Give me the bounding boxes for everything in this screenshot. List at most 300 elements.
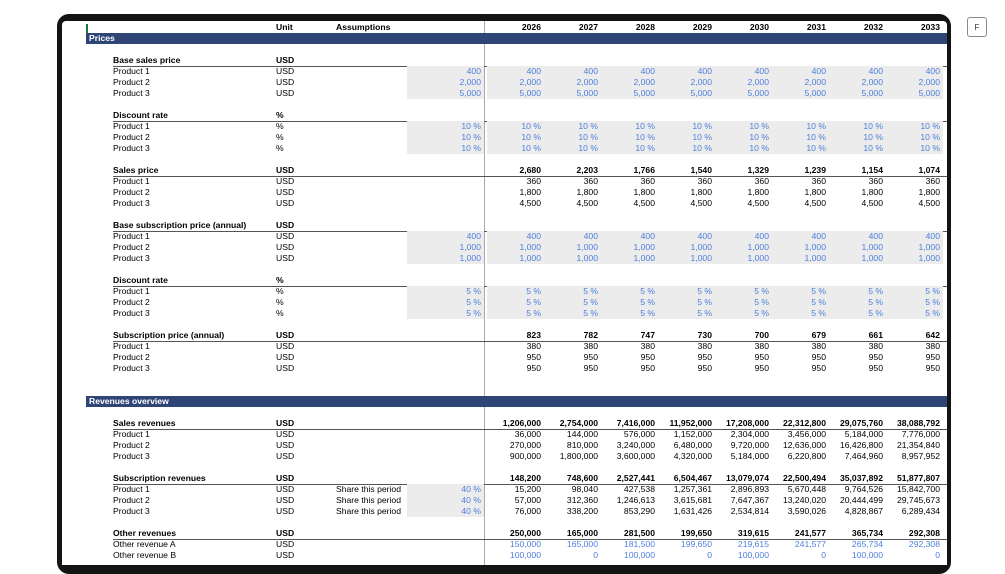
- value-cell: 1,152,000: [673, 429, 712, 439]
- block-total: 1,206,000: [502, 418, 541, 428]
- value-cell[interactable]: 10 %: [920, 132, 940, 142]
- value-cell[interactable]: 400: [754, 66, 769, 76]
- block-total: 1,154: [861, 165, 883, 175]
- value-cell[interactable]: 400: [811, 231, 826, 241]
- row-unit: USD: [276, 341, 295, 351]
- value-cell: 29,745,673: [896, 495, 940, 505]
- value-cell: 380: [868, 341, 883, 351]
- value-cell: 15,842,700: [896, 484, 940, 494]
- block-unit: %: [276, 110, 284, 120]
- value-cell[interactable]: 10 %: [920, 143, 940, 153]
- row-assumption: Share this period: [336, 484, 401, 494]
- value-cell: 7,776,000: [901, 429, 940, 439]
- value-cell: 5,184,000: [730, 451, 769, 461]
- value-cell[interactable]: 400: [925, 231, 940, 241]
- value-cell: 360: [868, 176, 883, 186]
- value-cell: 3,615,681: [673, 495, 712, 505]
- assumption-input[interactable]: 5 %: [466, 286, 481, 296]
- value-cell[interactable]: 5 %: [697, 297, 712, 307]
- row-unit: USD: [276, 231, 295, 241]
- value-cell[interactable]: 5 %: [925, 286, 940, 296]
- spreadsheet-grid[interactable]: [62, 21, 947, 565]
- block-unit: USD: [276, 528, 295, 538]
- value-cell: 1,800: [519, 187, 541, 197]
- value-cell: 810,000: [566, 440, 598, 450]
- row-unit: USD: [276, 88, 295, 98]
- value-cell[interactable]: 5 %: [697, 308, 712, 318]
- row-label: Product 1: [113, 286, 150, 296]
- value-cell: 1,800: [690, 187, 712, 197]
- section-band-1: Revenues overview: [86, 396, 947, 407]
- value-cell: 15,200: [514, 484, 541, 494]
- block-title: Base subscription price (annual): [113, 220, 247, 230]
- assumption-input[interactable]: 2,000: [459, 77, 481, 87]
- value-cell[interactable]: 5 %: [583, 297, 598, 307]
- value-cell[interactable]: 1,000: [519, 253, 541, 263]
- block-title: Discount rate: [113, 275, 168, 285]
- value-cell[interactable]: 10 %: [749, 143, 769, 153]
- row-unit: USD: [276, 495, 295, 505]
- value-cell: 98,040: [571, 484, 598, 494]
- value-cell[interactable]: 150,000: [509, 539, 541, 549]
- value-cell[interactable]: 5 %: [754, 297, 769, 307]
- assumption-input[interactable]: 40 %: [461, 506, 481, 516]
- block-total: 2,754,000: [559, 418, 598, 428]
- value-cell: 380: [697, 341, 712, 351]
- value-cell[interactable]: 1,000: [690, 253, 712, 263]
- value-cell[interactable]: 0: [593, 550, 598, 560]
- row-unit: %: [276, 121, 284, 131]
- value-cell: 360: [526, 176, 541, 186]
- value-cell[interactable]: 2,000: [576, 77, 598, 87]
- row-unit: USD: [276, 440, 295, 450]
- block-total: 281,500: [623, 528, 655, 538]
- value-cell: 950: [754, 352, 769, 362]
- value-cell[interactable]: 400: [811, 66, 826, 76]
- block-unit: USD: [276, 473, 295, 483]
- value-cell[interactable]: 5 %: [811, 308, 826, 318]
- value-cell[interactable]: 400: [583, 66, 598, 76]
- value-cell[interactable]: 5,000: [633, 88, 655, 98]
- value-cell[interactable]: 5,000: [519, 88, 541, 98]
- row-unit: USD: [276, 242, 295, 252]
- value-cell[interactable]: 5 %: [697, 286, 712, 296]
- value-cell: 900,000: [509, 451, 541, 461]
- block-unit: USD: [276, 165, 295, 175]
- value-cell[interactable]: 2,000: [804, 77, 826, 87]
- value-cell[interactable]: 100,000: [509, 550, 541, 560]
- value-cell[interactable]: 10 %: [578, 143, 598, 153]
- value-cell[interactable]: 1,000: [576, 253, 598, 263]
- year-header-2030: 2030: [749, 22, 769, 32]
- value-cell: 4,500: [633, 198, 655, 208]
- value-cell[interactable]: 0: [935, 550, 940, 560]
- value-cell[interactable]: 10 %: [863, 143, 883, 153]
- block-total: 22,500,494: [782, 473, 826, 483]
- value-cell[interactable]: 265,734: [851, 539, 883, 549]
- value-cell[interactable]: 5 %: [811, 297, 826, 307]
- value-cell[interactable]: 5 %: [754, 308, 769, 318]
- value-cell: 270,000: [509, 440, 541, 450]
- value-cell[interactable]: 181,500: [623, 539, 655, 549]
- value-cell[interactable]: 10 %: [521, 132, 541, 142]
- value-cell[interactable]: 10 %: [749, 121, 769, 131]
- value-cell[interactable]: 10 %: [578, 132, 598, 142]
- block-unit: %: [276, 275, 284, 285]
- value-cell[interactable]: 10 %: [863, 132, 883, 142]
- value-cell[interactable]: 2,000: [861, 77, 883, 87]
- value-cell: 4,500: [690, 198, 712, 208]
- row-label: Product 3: [113, 88, 150, 98]
- value-cell: 12,636,000: [782, 440, 826, 450]
- block-total: 199,650: [680, 528, 712, 538]
- block-total: 679: [811, 330, 826, 340]
- section-band-0: Prices: [86, 33, 947, 44]
- block-total: 2,680: [519, 165, 541, 175]
- block-total: 748,600: [566, 473, 598, 483]
- value-cell: 950: [925, 352, 940, 362]
- value-cell: 5,184,000: [844, 429, 883, 439]
- row-unit: USD: [276, 451, 295, 461]
- value-cell[interactable]: 165,000: [566, 539, 598, 549]
- value-cell: 76,000: [514, 506, 541, 516]
- value-cell[interactable]: 10 %: [920, 121, 940, 131]
- assumption-input[interactable]: 40 %: [461, 484, 481, 494]
- row-unit: %: [276, 286, 284, 296]
- value-cell: 1,800: [576, 187, 598, 197]
- value-cell[interactable]: 1,000: [576, 242, 598, 252]
- block-total: 292,308: [908, 528, 940, 538]
- value-cell[interactable]: 400: [697, 231, 712, 241]
- value-cell[interactable]: 10 %: [578, 121, 598, 131]
- value-cell: 950: [526, 352, 541, 362]
- row-unit: USD: [276, 176, 295, 186]
- value-cell: 4,500: [804, 198, 826, 208]
- block-title: Sales revenues: [113, 418, 176, 428]
- value-cell[interactable]: 2,000: [633, 77, 655, 87]
- row-unit: USD: [276, 539, 295, 549]
- block-total: 747: [640, 330, 655, 340]
- block-total: 13,079,074: [725, 473, 769, 483]
- block-total: 700: [754, 330, 769, 340]
- block-total: 29,075,760: [839, 418, 883, 428]
- value-cell[interactable]: 5 %: [640, 297, 655, 307]
- value-cell: 3,456,000: [787, 429, 826, 439]
- value-cell[interactable]: 10 %: [806, 121, 826, 131]
- value-cell[interactable]: 1,000: [633, 242, 655, 252]
- value-cell: 360: [754, 176, 769, 186]
- value-cell[interactable]: 1,000: [519, 242, 541, 252]
- row-label: Product 1: [113, 176, 150, 186]
- value-cell: 1,631,426: [673, 506, 712, 516]
- header-unit: Unit: [276, 22, 293, 32]
- value-cell: 360: [925, 176, 940, 186]
- value-cell[interactable]: 5 %: [640, 308, 655, 318]
- value-cell[interactable]: 5 %: [868, 286, 883, 296]
- value-cell: 950: [811, 363, 826, 373]
- value-cell[interactable]: 1,000: [747, 242, 769, 252]
- value-cell[interactable]: 10 %: [521, 121, 541, 131]
- value-cell[interactable]: 10 %: [692, 121, 712, 131]
- value-cell: 7,464,960: [844, 451, 883, 461]
- row-label: Product 2: [113, 495, 150, 505]
- value-cell: 1,257,361: [673, 484, 712, 494]
- value-cell[interactable]: 292,308: [908, 539, 940, 549]
- block-total: 35,037,892: [839, 473, 883, 483]
- value-cell[interactable]: 400: [640, 66, 655, 76]
- value-cell: 4,500: [576, 198, 598, 208]
- value-cell[interactable]: 5 %: [583, 286, 598, 296]
- value-cell[interactable]: 400: [526, 231, 541, 241]
- value-cell[interactable]: 10 %: [635, 143, 655, 153]
- block-total: 782: [583, 330, 598, 340]
- value-cell: 3,600,000: [616, 451, 655, 461]
- value-cell[interactable]: 10 %: [806, 132, 826, 142]
- value-cell[interactable]: 400: [925, 66, 940, 76]
- value-cell: 1,800: [861, 187, 883, 197]
- value-cell[interactable]: 1,000: [804, 253, 826, 263]
- assumption-input[interactable]: 5,000: [459, 88, 481, 98]
- value-cell: 1,800: [918, 187, 940, 197]
- value-cell: 360: [640, 176, 655, 186]
- value-cell[interactable]: 5,000: [747, 88, 769, 98]
- year-header-2031: 2031: [806, 22, 826, 32]
- value-cell[interactable]: 5,000: [576, 88, 598, 98]
- value-cell[interactable]: 10 %: [521, 143, 541, 153]
- value-cell[interactable]: 10 %: [692, 143, 712, 153]
- value-cell: 9,764,526: [844, 484, 883, 494]
- row-label: Product 3: [113, 253, 150, 263]
- assumption-input[interactable]: 5 %: [466, 308, 481, 318]
- value-cell[interactable]: 10 %: [635, 121, 655, 131]
- value-cell[interactable]: 5 %: [925, 297, 940, 307]
- value-cell[interactable]: 400: [697, 66, 712, 76]
- row-label: Other revenue B: [113, 550, 177, 560]
- value-cell[interactable]: 1,000: [918, 253, 940, 263]
- value-cell: 312,360: [566, 495, 598, 505]
- row-unit: USD: [276, 77, 295, 87]
- value-cell[interactable]: 10 %: [863, 121, 883, 131]
- value-cell: 3,240,000: [616, 440, 655, 450]
- value-cell: 338,200: [566, 506, 598, 516]
- value-cell[interactable]: 400: [583, 231, 598, 241]
- row-unit: USD: [276, 198, 295, 208]
- block-total: 6,504,467: [673, 473, 712, 483]
- value-cell: 7,647,367: [730, 495, 769, 505]
- block-total: 17,208,000: [725, 418, 769, 428]
- value-cell: 1,800: [804, 187, 826, 197]
- value-cell[interactable]: 1,000: [633, 253, 655, 263]
- value-cell[interactable]: 400: [640, 231, 655, 241]
- row-label: Product 2: [113, 352, 150, 362]
- assumption-input[interactable]: 40 %: [461, 495, 481, 505]
- value-cell[interactable]: 10 %: [692, 132, 712, 142]
- value-cell: 950: [583, 363, 598, 373]
- assumption-input[interactable]: 10 %: [461, 121, 481, 131]
- value-cell[interactable]: 219,615: [737, 539, 769, 549]
- value-cell[interactable]: 199,650: [680, 539, 712, 549]
- row-label: Product 2: [113, 242, 150, 252]
- block-total: 2,203: [576, 165, 598, 175]
- assumption-input[interactable]: 10 %: [461, 143, 481, 153]
- value-cell[interactable]: 400: [754, 231, 769, 241]
- value-cell: 4,828,867: [844, 506, 883, 516]
- header-assumptions: Assumptions: [336, 22, 391, 32]
- value-cell[interactable]: 400: [526, 66, 541, 76]
- row-unit: USD: [276, 187, 295, 197]
- assumption-input[interactable]: 10 %: [461, 132, 481, 142]
- block-total: 1,540: [690, 165, 712, 175]
- block-total: 241,577: [794, 528, 826, 538]
- block-total: 1,766: [633, 165, 655, 175]
- value-cell: 16,426,800: [839, 440, 883, 450]
- row-label: Product 1: [113, 429, 150, 439]
- value-cell[interactable]: 5 %: [925, 308, 940, 318]
- year-header-2027: 2027: [578, 22, 598, 32]
- value-cell[interactable]: 2,000: [519, 77, 541, 87]
- value-cell[interactable]: 100,000: [737, 550, 769, 560]
- row-label: Product 1: [113, 231, 150, 241]
- row-label: Product 1: [113, 66, 150, 76]
- value-cell[interactable]: 241,577: [794, 539, 826, 549]
- value-cell[interactable]: 2,000: [918, 77, 940, 87]
- value-cell: 950: [811, 352, 826, 362]
- value-cell[interactable]: 1,000: [918, 242, 940, 252]
- row-unit: %: [276, 132, 284, 142]
- value-cell[interactable]: 10 %: [749, 132, 769, 142]
- value-cell: 950: [640, 352, 655, 362]
- value-cell[interactable]: 1,000: [690, 242, 712, 252]
- value-cell: 380: [640, 341, 655, 351]
- value-cell[interactable]: 0: [707, 550, 712, 560]
- value-cell: 21,354,840: [896, 440, 940, 450]
- value-cell: 2,534,814: [730, 506, 769, 516]
- value-cell[interactable]: 5 %: [526, 297, 541, 307]
- value-cell: 5,670,448: [787, 484, 826, 494]
- value-cell[interactable]: 5 %: [754, 286, 769, 296]
- value-cell[interactable]: 100,000: [623, 550, 655, 560]
- year-header-2029: 2029: [692, 22, 712, 32]
- year-header-2026: 2026: [521, 22, 541, 32]
- row-label: Product 3: [113, 451, 150, 461]
- value-cell[interactable]: 10 %: [806, 143, 826, 153]
- value-cell[interactable]: 5 %: [583, 308, 598, 318]
- value-cell[interactable]: 5 %: [640, 286, 655, 296]
- row-unit: %: [276, 308, 284, 318]
- value-cell[interactable]: 1,000: [861, 253, 883, 263]
- value-cell[interactable]: 400: [868, 66, 883, 76]
- value-cell: 950: [697, 363, 712, 373]
- value-cell: 950: [925, 363, 940, 373]
- value-cell[interactable]: 5 %: [868, 308, 883, 318]
- value-cell: 360: [811, 176, 826, 186]
- value-cell: 1,800,000: [559, 451, 598, 461]
- year-header-2032: 2032: [863, 22, 883, 32]
- value-cell[interactable]: 5,000: [690, 88, 712, 98]
- value-cell: 6,220,800: [787, 451, 826, 461]
- value-cell: 950: [526, 363, 541, 373]
- value-cell[interactable]: 5,000: [918, 88, 940, 98]
- value-cell[interactable]: 5,000: [861, 88, 883, 98]
- block-total: 319,615: [737, 528, 769, 538]
- format-button[interactable]: F: [967, 17, 987, 37]
- block-title: Other revenues: [113, 528, 177, 538]
- value-cell: 4,500: [747, 198, 769, 208]
- row-label: Product 3: [113, 198, 150, 208]
- value-cell: 36,000: [514, 429, 541, 439]
- value-cell: 13,240,020: [782, 495, 826, 505]
- value-cell: 950: [583, 352, 598, 362]
- value-cell: 427,538: [623, 484, 655, 494]
- value-cell[interactable]: 2,000: [690, 77, 712, 87]
- value-cell: 57,000: [514, 495, 541, 505]
- value-cell: 4,500: [519, 198, 541, 208]
- year-header-2028: 2028: [635, 22, 655, 32]
- value-cell: 4,500: [861, 198, 883, 208]
- block-title: Sales price: [113, 165, 159, 175]
- block-total: 250,000: [509, 528, 541, 538]
- row-label: Other revenue A: [113, 539, 176, 549]
- block-total: 38,088,792: [896, 418, 940, 428]
- assumption-input[interactable]: 5 %: [466, 297, 481, 307]
- value-cell[interactable]: 400: [868, 231, 883, 241]
- assumption-input[interactable]: 400: [466, 66, 481, 76]
- value-cell[interactable]: 10 %: [635, 132, 655, 142]
- block-total: 642: [925, 330, 940, 340]
- block-total: 1,074: [918, 165, 940, 175]
- block-total: 22,312,800: [782, 418, 826, 428]
- assumption-input[interactable]: 400: [466, 231, 481, 241]
- value-cell: 6,480,000: [673, 440, 712, 450]
- block-title: Subscription revenues: [113, 473, 206, 483]
- row-unit: USD: [276, 429, 295, 439]
- value-cell[interactable]: 1,000: [804, 242, 826, 252]
- value-cell: 9,720,000: [730, 440, 769, 450]
- assumption-input[interactable]: 1,000: [459, 253, 481, 263]
- value-cell: 1,800: [747, 187, 769, 197]
- row-label: Product 2: [113, 187, 150, 197]
- value-cell[interactable]: 5 %: [526, 286, 541, 296]
- value-cell[interactable]: 5 %: [811, 286, 826, 296]
- value-cell: 380: [811, 341, 826, 351]
- row-label: Product 3: [113, 143, 150, 153]
- row-unit: USD: [276, 550, 295, 560]
- assumption-input[interactable]: 1,000: [459, 242, 481, 252]
- value-cell[interactable]: 2,000: [747, 77, 769, 87]
- block-total: 1,329: [747, 165, 769, 175]
- value-cell[interactable]: 100,000: [851, 550, 883, 560]
- value-cell: 950: [697, 352, 712, 362]
- block-unit: USD: [276, 418, 295, 428]
- value-cell[interactable]: 5 %: [868, 297, 883, 307]
- row-unit: USD: [276, 253, 295, 263]
- value-cell[interactable]: 0: [821, 550, 826, 560]
- value-cell: 380: [754, 341, 769, 351]
- value-cell: 576,000: [623, 429, 655, 439]
- block-unit: USD: [276, 330, 295, 340]
- block-total: 51,877,807: [896, 473, 940, 483]
- value-cell[interactable]: 1,000: [861, 242, 883, 252]
- value-cell[interactable]: 1,000: [747, 253, 769, 263]
- block-unit: USD: [276, 55, 295, 65]
- year-header-2033: 2033: [920, 22, 940, 32]
- row-label: Product 2: [113, 297, 150, 307]
- value-cell[interactable]: 5 %: [526, 308, 541, 318]
- value-cell: 950: [754, 363, 769, 373]
- block-total: 823: [526, 330, 541, 340]
- value-cell[interactable]: 5,000: [804, 88, 826, 98]
- row-assumption: Share this period: [336, 506, 401, 516]
